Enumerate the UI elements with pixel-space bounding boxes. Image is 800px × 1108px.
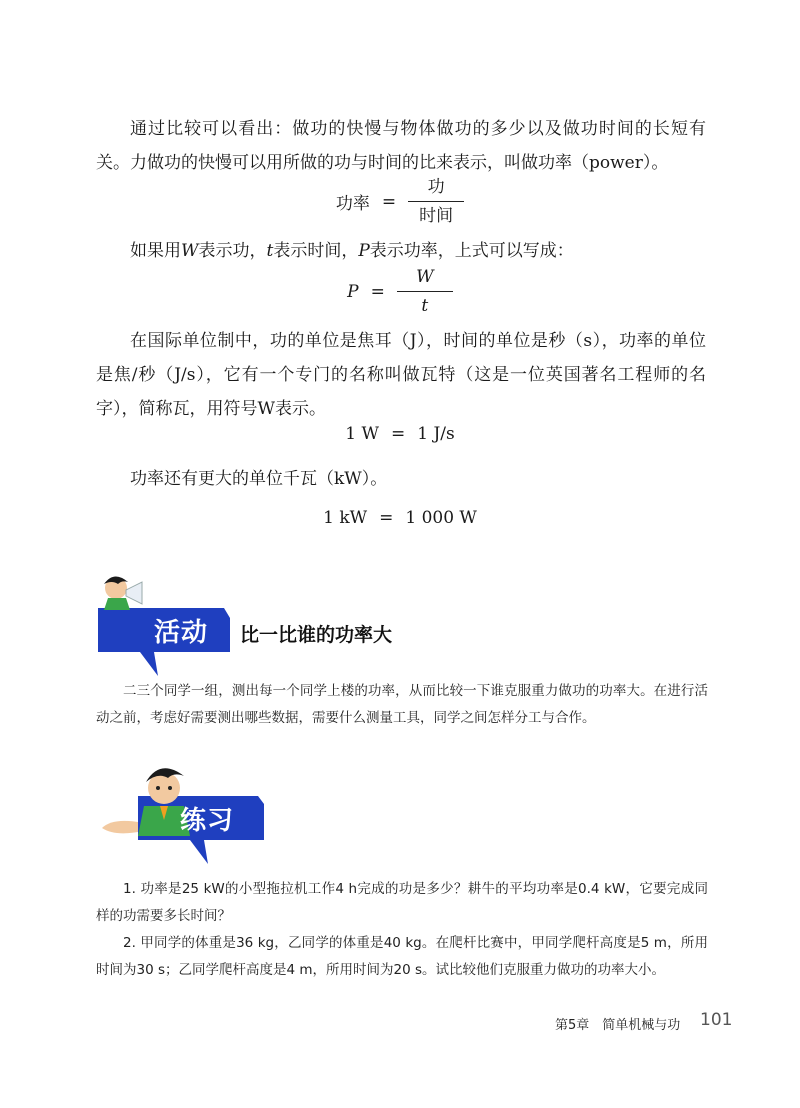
formula-lhs: 1 kW bbox=[323, 508, 368, 528]
paragraph-power-intro: 通过比较可以看出：做功的快慢与物体做功的多少以及做功时间的长短有关。力做功的快慢可以用所做的功与时间的比来表示，叫做功率（power）。 bbox=[96, 119, 706, 173]
page-number: 101 bbox=[700, 1010, 733, 1030]
activity-description: 二三个同学一组，测出每一个同学上楼的功率，从而比较一下谁克服重力做功的功率大。在进行活动之前，考虑好需要测出哪些数据，需要什么测量工具，同学之间怎样分工与合作。 bbox=[96, 683, 708, 726]
activity-badge bbox=[94, 568, 234, 680]
formula-power-words bbox=[0, 176, 800, 227]
text-run: 表示功率，上式可以写成： bbox=[369, 241, 574, 261]
formula-rhs: 1 000 W bbox=[405, 508, 477, 528]
exercise-badge-label: 练习 bbox=[180, 806, 235, 836]
activity-badge-label: 活动 bbox=[154, 618, 209, 648]
symbol-t: t bbox=[266, 241, 274, 261]
paragraph-units: 在国际单位制中，功的单位是焦耳（J），时间的单位是秒（s），功率的单位是焦/秒（J/s），它有一个专门的名称叫做瓦特（这是一位英国著名工程师的名字），简称瓦，用符号W表示。 bbox=[96, 331, 706, 419]
footer-chapter-title: 第5章 简单机械与功 bbox=[555, 1018, 681, 1033]
numerator: 功 bbox=[427, 177, 445, 197]
activity-title: 比一比谁的功率大 bbox=[240, 624, 393, 646]
symbol-p: P bbox=[358, 241, 370, 261]
denominator: t bbox=[397, 291, 453, 317]
text-run: 表示时间， bbox=[273, 241, 359, 261]
exercise-question-2: 2. 甲同学的体重是36 kg，乙同学的体重是40 kg。在爬杆比赛中，甲同学爬杆高度是5 m，所用时间为30 s；乙同学爬杆高度是4 m，所用时间为20 s。试比较他们克服重力做功的功率大小。 bbox=[96, 935, 708, 978]
formula-rhs: 1 J/s bbox=[417, 424, 455, 444]
fraction bbox=[397, 266, 453, 317]
fraction bbox=[408, 176, 464, 227]
numerator: W bbox=[416, 267, 434, 287]
exercise-badge bbox=[98, 760, 268, 868]
symbol-w: W bbox=[181, 241, 199, 261]
paragraph-symbols bbox=[96, 234, 706, 268]
equals-sign: = bbox=[370, 281, 385, 302]
formula-kilowatt bbox=[0, 508, 800, 528]
formula-power-symbols bbox=[0, 266, 800, 317]
text-run: 如果用 bbox=[130, 241, 181, 261]
exercise-question-1: 1. 功率是25 kW的小型拖拉机工作4 h完成的功是多少？耕牛的平均功率是0.4 kW，它要完成同样的功需要多长时间？ bbox=[96, 881, 708, 924]
equals-sign: = bbox=[381, 191, 397, 212]
formula-lhs: 1 W bbox=[345, 424, 379, 444]
equals-sign: = bbox=[390, 424, 406, 444]
denominator: 时间 bbox=[408, 201, 464, 227]
formula-lhs: 功率 bbox=[335, 194, 370, 214]
paragraph-kilowatt: 功率还有更大的单位千瓦（kW）。 bbox=[130, 469, 388, 489]
equals-sign: = bbox=[379, 508, 394, 528]
formula-watt bbox=[0, 424, 800, 444]
text-run: 表示功， bbox=[198, 241, 267, 261]
formula-lhs: P bbox=[347, 281, 359, 302]
